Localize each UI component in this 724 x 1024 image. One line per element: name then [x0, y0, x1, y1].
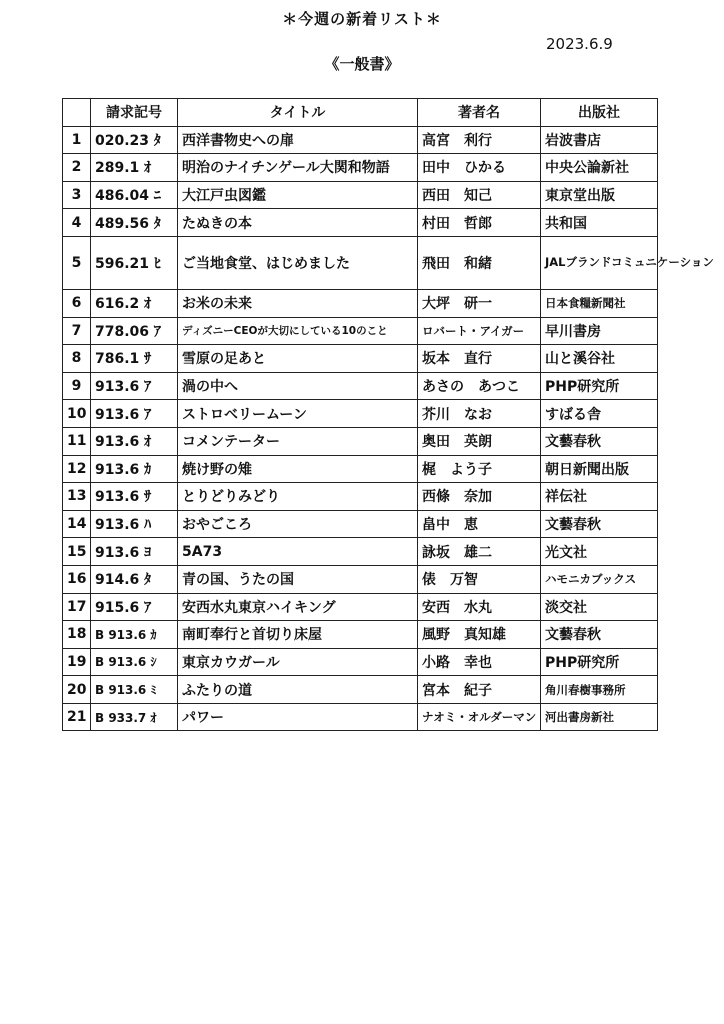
- row-number: 16: [63, 565, 91, 593]
- table-row: [63, 209, 658, 237]
- table-row: [63, 676, 658, 704]
- row-number: 6: [63, 289, 91, 317]
- column-header-publisher: 出版社: [541, 99, 658, 127]
- table-row: [63, 427, 658, 455]
- call-number: 915.6 ｱ: [91, 593, 178, 621]
- call-number: B 913.6 ﾐ: [91, 676, 178, 704]
- book-title: 青の国、うたの国: [178, 565, 418, 593]
- author-name: 芥川 なお: [418, 400, 541, 428]
- row-number: 2: [63, 154, 91, 182]
- author-name: 梶 よう子: [418, 455, 541, 483]
- book-title: ご当地食堂、はじめました: [178, 236, 418, 289]
- book-title: 渦の中へ: [178, 372, 418, 400]
- table-row: [63, 510, 658, 538]
- author-name: 詠坂 雄二: [418, 538, 541, 566]
- list-date: 2023.6.9: [546, 35, 613, 53]
- author-name: 奥田 英朗: [418, 427, 541, 455]
- table-row: [63, 483, 658, 511]
- publisher-name: 中央公論新社: [541, 154, 658, 182]
- book-title: 東京カウガール: [178, 648, 418, 676]
- publisher-name: すばる舎: [541, 400, 658, 428]
- publisher-name: 祥伝社: [541, 483, 658, 511]
- publisher-name: 山と溪谷社: [541, 345, 658, 373]
- row-number: 4: [63, 209, 91, 237]
- call-number: 020.23 ﾀ: [91, 126, 178, 154]
- author-name: ロバート・アイガー: [418, 317, 541, 345]
- table-row: [63, 538, 658, 566]
- book-title: 明治のナイチンゲール大関和物語: [178, 154, 418, 182]
- book-title: 5A73: [178, 538, 418, 566]
- author-name: 風野 真知雄: [418, 621, 541, 649]
- column-header-call-number: 請求記号: [91, 99, 178, 127]
- call-number: 913.6 ｶ: [91, 455, 178, 483]
- call-number: 913.6 ﾊ: [91, 510, 178, 538]
- table-row: [63, 593, 658, 621]
- call-number: 596.21 ﾋ: [91, 236, 178, 289]
- publisher-name: 朝日新聞出版: [541, 455, 658, 483]
- row-number: 3: [63, 181, 91, 209]
- table-row: [63, 289, 658, 317]
- publisher-name: ハモニカブックス: [541, 565, 658, 593]
- row-number: 20: [63, 676, 91, 704]
- publisher-name: 早川書房: [541, 317, 658, 345]
- table-row: [63, 236, 658, 289]
- author-name: 田中 ひかる: [418, 154, 541, 182]
- publisher-name: 共和国: [541, 209, 658, 237]
- column-header-author: 著者名: [418, 99, 541, 127]
- publisher-name: 岩波書店: [541, 126, 658, 154]
- row-number: 12: [63, 455, 91, 483]
- table-row: [63, 400, 658, 428]
- call-number: B 913.6 ｼ: [91, 648, 178, 676]
- row-number: 13: [63, 483, 91, 511]
- row-number: 14: [63, 510, 91, 538]
- publisher-name: PHP研究所: [541, 648, 658, 676]
- row-number: 18: [63, 621, 91, 649]
- book-title: パワー: [178, 703, 418, 731]
- row-number: 8: [63, 345, 91, 373]
- book-title: 雪原の足あと: [178, 345, 418, 373]
- table-row: [63, 703, 658, 731]
- book-title: おやごころ: [178, 510, 418, 538]
- table-header-row: [63, 99, 658, 127]
- author-name: 安西 水丸: [418, 593, 541, 621]
- publisher-name: PHP研究所: [541, 372, 658, 400]
- list-title: ＊今週の新着リスト＊: [282, 10, 442, 28]
- publisher-name: 淡交社: [541, 593, 658, 621]
- book-title: 西洋書物史への扉: [178, 126, 418, 154]
- call-number: 913.6 ｵ: [91, 427, 178, 455]
- call-number: 616.2 ｵ: [91, 289, 178, 317]
- table-row: [63, 372, 658, 400]
- author-name: 西田 知己: [418, 181, 541, 209]
- new-books-table: [62, 98, 714, 731]
- author-name: ナオミ・オルダーマン: [418, 703, 541, 731]
- publisher-name: 東京堂出版: [541, 181, 658, 209]
- author-name: 小路 幸也: [418, 648, 541, 676]
- table-row: [63, 181, 658, 209]
- column-header-number: [63, 99, 91, 127]
- publisher-name: 角川春樹事務所: [541, 676, 658, 704]
- call-number: 289.1 ｵ: [91, 154, 178, 182]
- publisher-name: 日本食糧新聞社: [541, 289, 658, 317]
- table-row: [63, 345, 658, 373]
- author-name: 村田 哲郎: [418, 209, 541, 237]
- author-name: 宮本 紀子: [418, 676, 541, 704]
- row-number: 15: [63, 538, 91, 566]
- author-name: 高宮 利行: [418, 126, 541, 154]
- table-row: [63, 648, 658, 676]
- publisher-name: 文藝春秋: [541, 621, 658, 649]
- publisher-name: 光文社: [541, 538, 658, 566]
- author-name: 坂本 直行: [418, 345, 541, 373]
- book-title: 焼け野の雉: [178, 455, 418, 483]
- author-name: 飛田 和緒: [418, 236, 541, 289]
- book-title: 安西水丸東京ハイキング: [178, 593, 418, 621]
- book-title: ストロベリームーン: [178, 400, 418, 428]
- table-row: [63, 455, 658, 483]
- table-row: [63, 317, 658, 345]
- book-title: たぬきの本: [178, 209, 418, 237]
- table-row: [63, 621, 658, 649]
- call-number: B 933.7 ｵ: [91, 703, 178, 731]
- row-number: 10: [63, 400, 91, 428]
- publisher-name: 文藝春秋: [541, 427, 658, 455]
- call-number: 913.6 ﾖ: [91, 538, 178, 566]
- row-number: 19: [63, 648, 91, 676]
- publisher-name: 文藝春秋: [541, 510, 658, 538]
- author-name: 大坪 研一: [418, 289, 541, 317]
- call-number: 486.04 ﾆ: [91, 181, 178, 209]
- category-label: 《一般書》: [324, 55, 400, 73]
- column-header-title: タイトル: [178, 99, 418, 127]
- author-name: 俵 万智: [418, 565, 541, 593]
- book-title: ディズニーCEOが大切にしている10のこと: [178, 317, 418, 345]
- author-name: 畠中 恵: [418, 510, 541, 538]
- call-number: 778.06 ｱ: [91, 317, 178, 345]
- call-number: B 913.6 ｶ: [91, 621, 178, 649]
- book-title: 南町奉行と首切り床屋: [178, 621, 418, 649]
- book-title: 大江戸虫図鑑: [178, 181, 418, 209]
- book-title: お米の未来: [178, 289, 418, 317]
- row-number: 11: [63, 427, 91, 455]
- row-number: 21: [63, 703, 91, 731]
- call-number: 489.56 ﾀ: [91, 209, 178, 237]
- table-row: [63, 565, 658, 593]
- author-name: 西條 奈加: [418, 483, 541, 511]
- publisher-name: JALブランドコミュニケーション: [541, 236, 658, 289]
- row-number: 9: [63, 372, 91, 400]
- author-name: あさの あつこ: [418, 372, 541, 400]
- book-title: とりどりみどり: [178, 483, 418, 511]
- call-number: 786.1 ｻ: [91, 345, 178, 373]
- call-number: 914.6 ﾀ: [91, 565, 178, 593]
- call-number: 913.6 ｱ: [91, 372, 178, 400]
- table-row: [63, 126, 658, 154]
- row-number: 7: [63, 317, 91, 345]
- row-number: 17: [63, 593, 91, 621]
- row-number: 1: [63, 126, 91, 154]
- book-title: ふたりの道: [178, 676, 418, 704]
- publisher-name: 河出書房新社: [541, 703, 658, 731]
- book-title: コメンテーター: [178, 427, 418, 455]
- call-number: 913.6 ｻ: [91, 483, 178, 511]
- call-number: 913.6 ｱ: [91, 400, 178, 428]
- table-row: [63, 154, 658, 182]
- row-number: 5: [63, 236, 91, 289]
